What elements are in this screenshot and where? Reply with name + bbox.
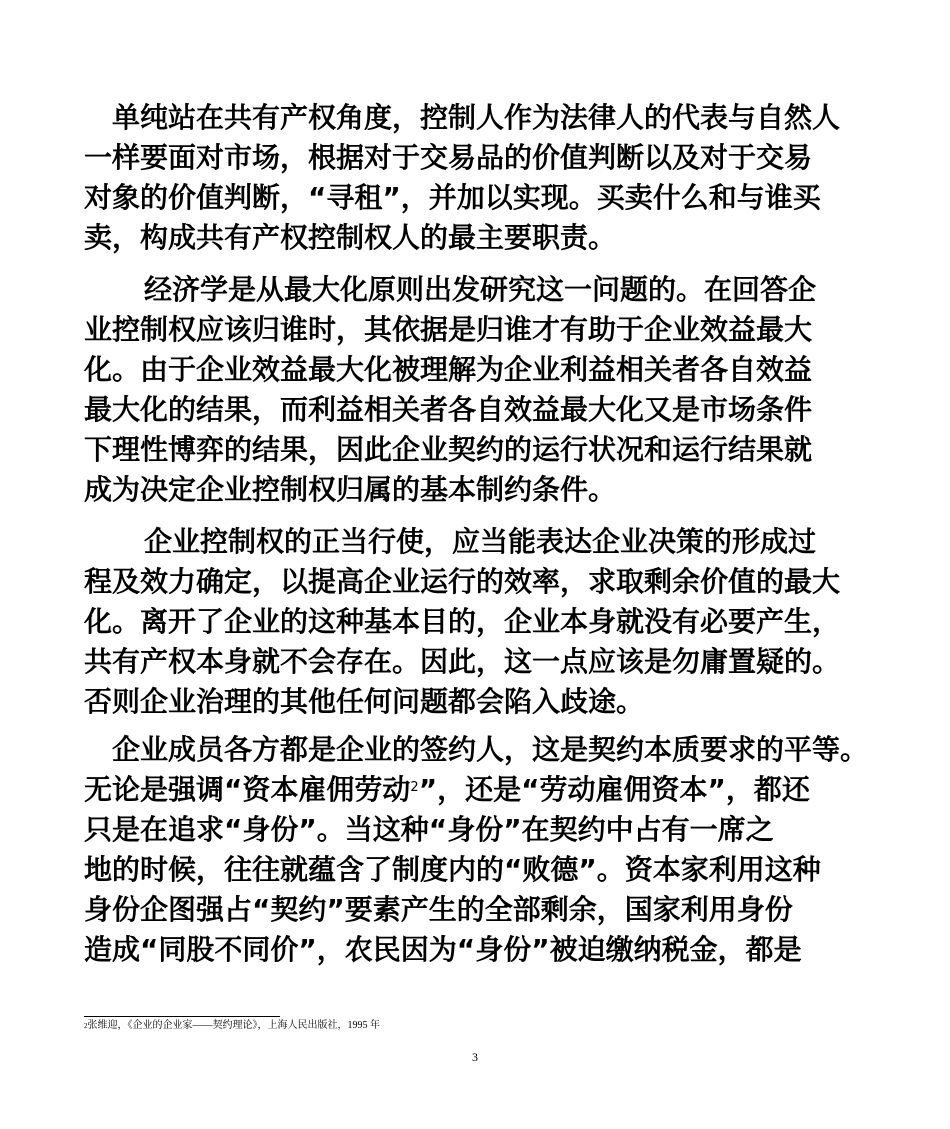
paragraph-3-line-3: 化。离开了企业的这种基本目的，企业本身就没有必要产生， [84, 605, 841, 638]
paragraph-4-line-2-text-b: ”，还是“劳动雇佣资本”，都还 [418, 773, 810, 806]
paragraph-3-line-4: 共有产权本身就不会存在。因此，这一点应该是勿庸置疑的。 [84, 645, 841, 678]
paragraph-4-line-5: 身份企图强占“契约”要素产生的全部剩余，国家利用身份 [84, 893, 793, 926]
paragraph-1-line-3: 对象的价值判断，“寻租”，并加以实现。买卖什么和与谁买 [84, 181, 821, 214]
footnote [84, 1019, 380, 1033]
paragraph-2-line-4: 最大化的结果，而利益相关者各自效益最大化又是市场条件 [84, 393, 813, 426]
paragraph-3-line-2: 程及效力确定，以提高企业运行的效率，求取剩余价值的最大 [84, 565, 841, 598]
paragraph-2-line-1: 经济学是从最大化原则出发研究这一问题的。在回答企 [144, 273, 817, 306]
paragraph-4-line-2-text-a: 无论是强调“资本雇佣劳动 [84, 773, 411, 806]
paragraph-4-line-1: 企业成员各方都是企业的签约人，这是契约本质要求的平等。 [112, 733, 869, 766]
paragraph-3-line-1: 企业控制权的正当行使，应当能表达企业决策的形成过 [144, 525, 817, 558]
footnote-separator [84, 1016, 280, 1017]
footnote-mark: 2 [84, 1022, 88, 1030]
paragraph-2-line-3: 化。由于企业效益最大化被理解为企业利益相关者各自效益 [84, 353, 813, 386]
paragraph-4-line-6: 造成“同股不同价”，农民因为“身份”被迫缴纳税金，都是 [84, 933, 802, 966]
page-number: 3 [472, 1050, 478, 1064]
paragraph-4-line-3: 只是在追求“身份”。当这种“身份”在契约中占有一席之 [84, 813, 774, 846]
paragraph-2-line-2: 业控制权应该归谁时，其依据是归谁才有助于企业效益最大 [84, 313, 813, 346]
footnote-reference[interactable]: 2 [410, 780, 419, 795]
paragraph-1-line-1: 单纯站在共有产权角度，控制人作为法律人的代表与自然人 [112, 101, 841, 134]
footnote-text: 张维迎，《企业的企业家——契约理论》，上海人民出版社，1995 年 [87, 1020, 380, 1031]
paragraph-4-line-2 [84, 770, 810, 810]
paragraph-3-line-5: 否则企业治理的其他任何问题都会陷入歧途。 [84, 685, 645, 718]
paragraph-1-line-2: 一样要面对市场，根据对于交易品的价值判断以及对于交易 [84, 141, 813, 174]
paragraph-1-line-4: 卖，构成共有产权控制权人的最主要职责。 [84, 221, 617, 254]
paragraph-4-line-4: 地的时候，往往就蕴含了制度内的“败德”。资本家利用这种 [84, 853, 821, 886]
paragraph-2-line-5: 下理性博弈的结果，因此企业契约的运行状况和运行结果就 [84, 433, 813, 466]
paragraph-2-line-6: 成为决定企业控制权归属的基本制约条件。 [84, 473, 617, 506]
